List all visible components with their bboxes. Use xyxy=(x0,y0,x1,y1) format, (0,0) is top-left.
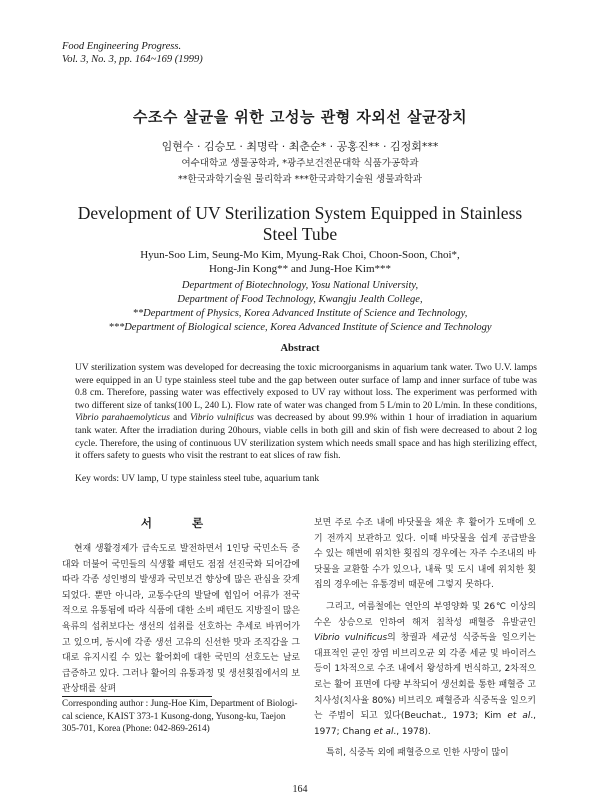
english-authors-line: Hong-Jin Kong** and Jung-Hoe Kim*** xyxy=(208,263,392,275)
english-affiliations xyxy=(0,279,600,335)
intro-text: ., 1977; Chang xyxy=(314,711,536,737)
intro-paragraph: 특히, 식중독 외에 패혈증으로 인한 사망이 많이 xyxy=(326,748,509,759)
abstract-text: was decreased by about 99.9% within 1 hour of irradiation in aquarium tank water. After the irradiation during 20hours, viable cells in both gill and skin of fish were decreased to about 2 log cycle. Therefore, the using of continuous UV sterilization system which needs small space and has high sterilizing effect, it offers safety to guests who visit the restrant to eat slices of raw fish. xyxy=(75,413,537,462)
intro-paragraph xyxy=(314,600,536,740)
abstract-species: Vibrio parahaemolyticus xyxy=(75,413,170,424)
intro-etal: et al xyxy=(507,711,531,722)
page-number: 164 xyxy=(292,784,308,795)
abstract-species: Vibrio vulnificus xyxy=(190,413,254,424)
footnote-divider xyxy=(62,696,212,697)
english-title xyxy=(0,203,600,245)
footnote-line: Corresponding author : Jung-Hoe Kim, Department of Biologi- xyxy=(62,699,298,709)
abstract-text: UV sterilization system was developed for decreasing the toxic microorganisms in aquarium tank water. Two U.V. lamps were equipped in an U type stainless steel tube and the gap between outer surface of lamp and inner surface of tube was 0.8 cm. Therefore, passing water was effectively exposed to UV ray without loss. The experiment was performed with two different size of tanks(100 L, 240 L). Flow rate of water was changed from 5 L/min to 20 L/min. In these conditions, xyxy=(75,363,537,411)
keywords: Key words: UV lamp, U type stainless steel tube, aquarium tank xyxy=(75,474,320,484)
intro-text: 그리고, 여름철에는 연안의 부영양화 및 26℃ 이상의 수온 상승으로 인하여 해저 침착성 패혈증 유발균인 xyxy=(314,601,536,628)
section-heading-intro: 서 론 xyxy=(140,516,222,530)
journal-name: Food Engineering Progress. xyxy=(62,41,182,52)
intro-paragraph: 보면 주로 수조 내에 바닷물을 채운 후 활어가 도매에 오기 전까지 보관하고 있다. 이때 바닷물을 쉽게 공급받을 수 있는 해변에 위치한 횟집의 경우에는 자주 수조내의 바닷물을 교환할 수가 있으나, 내륙 및 도시 내에 위치한 횟집의 경우에는 유통경비 때문에 그렇지 못하다. xyxy=(314,518,536,591)
intro-text: ., 1978). xyxy=(393,726,431,737)
korean-affiliation-line: 여수대학교 생물공학과, *광주보건전문대학 식품가공학과 xyxy=(181,158,419,169)
english-title-line: Steel Tube xyxy=(262,224,338,244)
korean-affiliation-line: **한국과학기술원 물리학과 ***한국과학기술원 생물과학과 xyxy=(178,174,422,185)
english-authors-line: Hyun-Soo Lim, Seung-Mo Kim, Myung-Rak Choi, Choon-Soon, Choi*, xyxy=(140,249,460,261)
korean-authors: 임현수 · 김승모 · 최명락 · 최춘순* · 공홍진** · 김정회*** xyxy=(161,140,439,153)
intro-left-column: 현재 생활경제가 급속도로 발전하면서 1인당 국민소득 증대와 더불어 국민들의 식생활 패턴도 점점 선진국화 되어감에 따라 각종 성인병의 발생과 국민보건 향상에 많은 관심을 갖게 되었다. 뿐만 아니라, 교통수단의 발달에 힘입어 어류가 전국적으로 유통됨에 따라 식품에 대한 소비 패턴도 지방질이 많은 육류의 섭취보다는 생선의 섭취를 선호하는 추세로 바뀌어가고 있으며, 동시에 각종 생선 고유의 신선한 맛과 조직감을 그대로 유지시킬 수 있는 활어회에 대한 국민의 선호도는 날로 급증하고 있다. 그러나 활어의 유통과정 및 생선횟집에서의 보관상태를 살펴 xyxy=(62,544,300,695)
abstract-body xyxy=(75,362,537,463)
english-affiliation-line: Department of Biotechnology, Yosu National University, xyxy=(181,280,419,291)
corresponding-author-footnote xyxy=(62,698,302,736)
journal-volume: Vol. 3, No. 3, pp. 164~169 (1999) xyxy=(62,54,203,65)
intro-species: Vibrio vulnificus xyxy=(314,633,388,644)
intro-etal: et al xyxy=(373,726,394,737)
english-affiliation-line: **Department of Physics, Korea Advanced Institute of Science and Technology, xyxy=(132,308,468,319)
english-affiliation-line: ***Department of Biological science, Korea Advanced Institute of Science and Technology xyxy=(108,322,492,333)
korean-title: 수조수 살균을 위한 고성능 관형 자외선 살균장치 xyxy=(132,108,468,126)
intro-right-column xyxy=(314,516,536,768)
abstract-heading: Abstract xyxy=(280,343,320,354)
journal-header xyxy=(62,40,203,66)
footnote-line: cal science, KAIST 373-1 Kusong-dong, Yusong-ku, Taejon xyxy=(62,711,286,722)
intro-text: 의 창궐과 세균성 식중독을 일으키는 대표적인 균인 장염 비브리오균 외 각종 세균 및 바이러스 등이 1차적으로 수조 내에서 왕성하게 번식하고, 2차적으로는 활어 표면에 다량 부착되어 생선회를 통한 패혈증 고치사성(치사율 80%) 비브리오 패혈증과 식중독을 일으키는 주범이 되고 있다(Beuchat., 1973; Kim xyxy=(314,633,536,722)
footnote-line: 305-701, Korea (Phone: 042-869-2614) xyxy=(62,724,210,734)
korean-affiliations xyxy=(0,156,600,188)
english-authors xyxy=(0,248,600,276)
english-title-line: Development of UV Sterilization System Equipped in Stainless xyxy=(77,203,523,223)
abstract-text: and xyxy=(169,413,191,424)
english-affiliation-line: Department of Food Technology, Kwangju Jealth College, xyxy=(177,294,423,305)
